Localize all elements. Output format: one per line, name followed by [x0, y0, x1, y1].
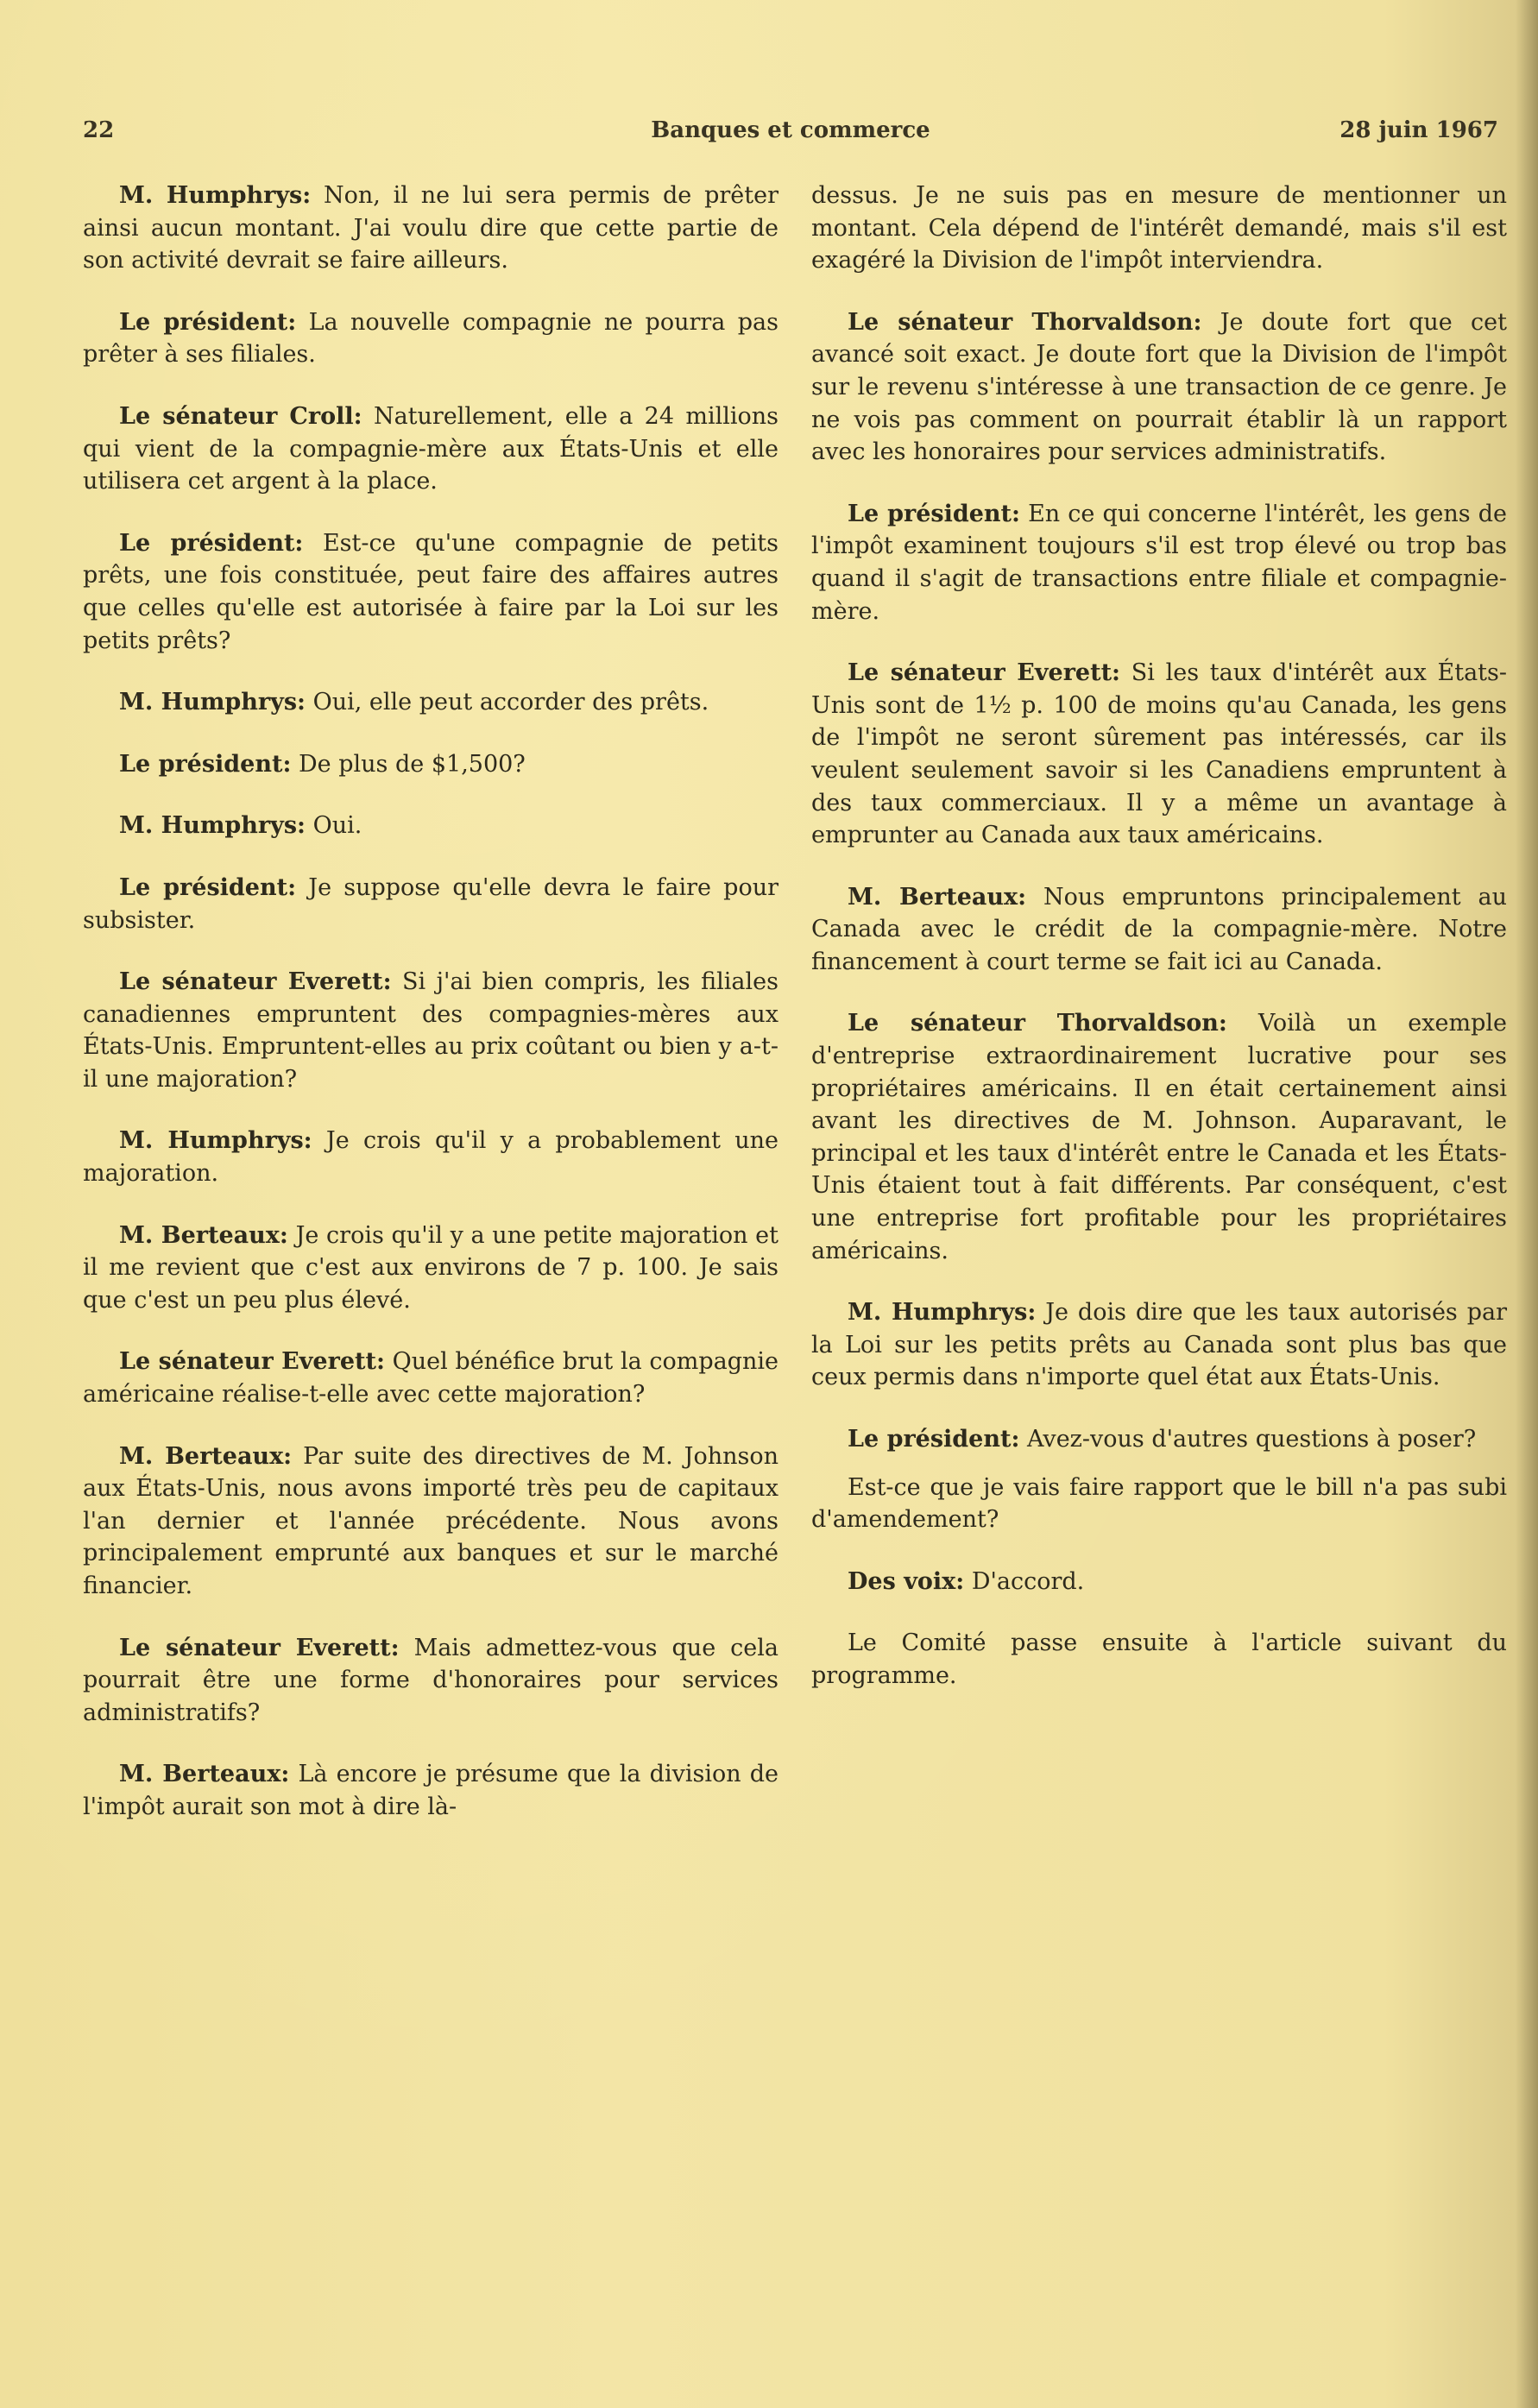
paragraph [83, 1220, 778, 1317]
speaker: M. Humphrys: [848, 1299, 1037, 1327]
paragraph-text: Quel bénéfice brut la compagnie américaine réalise-t-elle avec cette majoration? [83, 1348, 778, 1409]
paragraph [83, 686, 778, 719]
paragraph-text: Voilà un exemple d'entreprise extraordinairement lucrative pour ses propriétaires américains. Il en était certainement ainsi avant les directives de M. Johnson. Auparavant, le principal et les taux d'intérêt entre le Canada et les États-Unis étaient tout à fait différents. Par conséquent, c'est une entreprise fort profitable pour les propriétaires américains. [811, 1010, 1507, 1264]
paragraph [83, 306, 778, 371]
paragraph [83, 872, 778, 936]
paragraph-text: Je doute fort que cet avancé soit exact. Je doute fort que la Division de l'impôt sur le revenu s'intéresse à une transaction de ce genre. Je ne vois pas comment on pourrait établir là un rapport avec les honoraires pour services administratifs. [811, 308, 1507, 466]
paragraph-text: Oui, elle peut accorder des prêts. [312, 689, 709, 716]
paragraph [83, 1440, 778, 1603]
speaker: Le sénateur Croll: [119, 402, 362, 430]
right-column [811, 180, 1507, 1722]
speaker: Le sénateur Everett: [119, 1634, 400, 1661]
paragraph [83, 1758, 778, 1823]
speaker: Le sénateur Thorvaldson: [848, 308, 1202, 336]
paragraph-text: Je crois qu'il y a probablement une majoration. [83, 1127, 778, 1188]
paragraph-text: D'accord. [971, 1567, 1085, 1595]
paragraph-text: Avez-vous d'autres questions à poser? [1027, 1426, 1477, 1453]
speaker: M. Humphrys: [119, 182, 312, 209]
speaker: Des voix: [848, 1567, 965, 1595]
paragraph-text: Par suite des directives de M. Johnson aux États-Unis, nous avons importé très peu de capitaux l'an dernier et l'année précédente. Nous avons principalement emprunté aux banques et sur le marché financier. [83, 1442, 778, 1599]
paragraph-text: Je crois qu'il y a une petite majoration et il me revient que c'est aux environs de 7 p. 100. Je sais que c'est un peu plus élevé. [83, 1221, 779, 1314]
paragraph [83, 1632, 778, 1730]
header-date: 28 juin 1967 [1339, 117, 1498, 143]
left-column [83, 180, 778, 1853]
paragraph-text: En ce qui concerne l'intérêt, les gens de l'impôt examinent toujours s'il est trop élevé ou trop bas quand il s'agit de transactions entre filiale et compagnie-mère. [811, 500, 1507, 625]
paragraph-text: dessus. Je ne suis pas en mesure de mentionner un montant. Cela dépend de l'intérêt demandé, mais s'il est exagéré la Division de l'impôt interviendra. [811, 182, 1507, 274]
paragraph [83, 1125, 778, 1189]
paragraph-text: Là encore je présume que la division de l'impôt aurait son mot à dire là- [83, 1761, 778, 1820]
paragraph-text: Mais admettez-vous que cela pourrait être une forme d'honoraires pour services administratifs? [83, 1634, 778, 1726]
paragraph [83, 1346, 778, 1410]
paragraph [811, 1007, 1507, 1267]
paragraph-text: Oui. [312, 812, 362, 840]
paragraph [811, 1566, 1507, 1598]
speaker: Le sénateur Everett: [848, 659, 1121, 687]
speaker: M. Humphrys: [119, 812, 306, 840]
speaker: M. Humphrys: [119, 1127, 312, 1155]
paragraph [83, 748, 778, 781]
paragraph-text: Est-ce qu'une compagnie de petits prêts, une fois constituée, peut faire des affaires autres que celles qu'elle est autorisée à faire par la Loi sur les petits prêts? [83, 529, 778, 654]
paragraph [811, 1296, 1507, 1394]
paragraph [811, 1423, 1507, 1456]
paragraph [83, 527, 778, 657]
speaker: M. Berteaux: [119, 1442, 293, 1470]
page-number: 22 [83, 117, 115, 143]
paragraph [811, 1472, 1507, 1536]
speaker: Le sénateur Everett: [119, 1348, 385, 1376]
paragraph [83, 966, 778, 1095]
paragraph [83, 180, 778, 277]
speaker: Le président: [119, 529, 304, 557]
paragraph-text: Le Comité passe ensuite à l'article suivant du programme. [811, 1629, 1507, 1689]
speaker: M. Berteaux: [119, 1761, 290, 1788]
running-title: Banques et commerce [651, 117, 930, 143]
page-edge-shadow [1516, 0, 1538, 2408]
paragraph [811, 1627, 1507, 1692]
paragraph-text: Si j'ai bien compris, les filiales canadiennes empruntent des compagnies-mères aux États-Unis. Empruntent-elles au prix coûtant ou bien y a-t-il une majoration? [83, 968, 778, 1093]
page-header [83, 117, 1498, 161]
paragraph [83, 810, 778, 842]
speaker: M. Berteaux: [119, 1221, 288, 1249]
paragraph [811, 498, 1507, 627]
speaker: Le président: [119, 873, 297, 901]
paragraph [811, 180, 1507, 277]
paragraph [83, 400, 778, 498]
speaker: Le sénateur Everett: [119, 968, 392, 996]
speaker: Le président: [119, 750, 292, 778]
paragraph-text: Je suppose qu'elle devra le faire pour subsister. [83, 873, 778, 934]
speaker: Le président: [848, 500, 1020, 527]
paragraph [811, 657, 1507, 852]
paragraph-text: De plus de $1,500? [299, 750, 526, 778]
speaker: M. Humphrys: [119, 689, 306, 716]
paragraph-text: La nouvelle compagnie ne pourra pas prêter à ses filiales. [83, 308, 778, 369]
speaker: Le président: [848, 1426, 1020, 1453]
speaker: M. Berteaux: [848, 883, 1027, 911]
paragraph [811, 306, 1507, 469]
paragraph-text: Je dois dire que les taux autorisés par la Loi sur les petits prêts au Canada sont plus bas que ceux permis dans n'importe quel état aux États-Unis. [811, 1299, 1507, 1391]
paragraph-text: Non, il ne lui sera permis de prêter ainsi aucun montant. J'ai voulu dire que cette partie de son activité devrait se faire ailleurs. [83, 182, 778, 274]
speaker: Le sénateur Thorvaldson: [848, 1010, 1227, 1037]
paragraph [811, 881, 1507, 979]
paragraph-text: Naturellement, elle a 24 millions qui vient de la compagnie-mère aux États-Unis et elle utilisera cet argent à la place. [83, 402, 778, 495]
speaker: Le président: [119, 308, 297, 336]
paragraph-text: Si les taux d'intérêt aux États-Unis sont de 1½ p. 100 de moins qu'au Canada, les gens de l'impôt ne seront sûrement pas intéressés, car ils veulent seulement savoir si les Canadiens empruntent à des taux commerciaux. Il y a même un avantage à emprunter au Canada aux taux américains. [811, 659, 1508, 849]
paragraph-text: Nous empruntons principalement au Canada avec le crédit de la compagnie-mère. Notre financement à court terme se fait ici au Canada. [811, 883, 1507, 975]
paragraph-text: Est-ce que je vais faire rapport que le bill n'a pas subi d'amendement? [811, 1473, 1507, 1534]
